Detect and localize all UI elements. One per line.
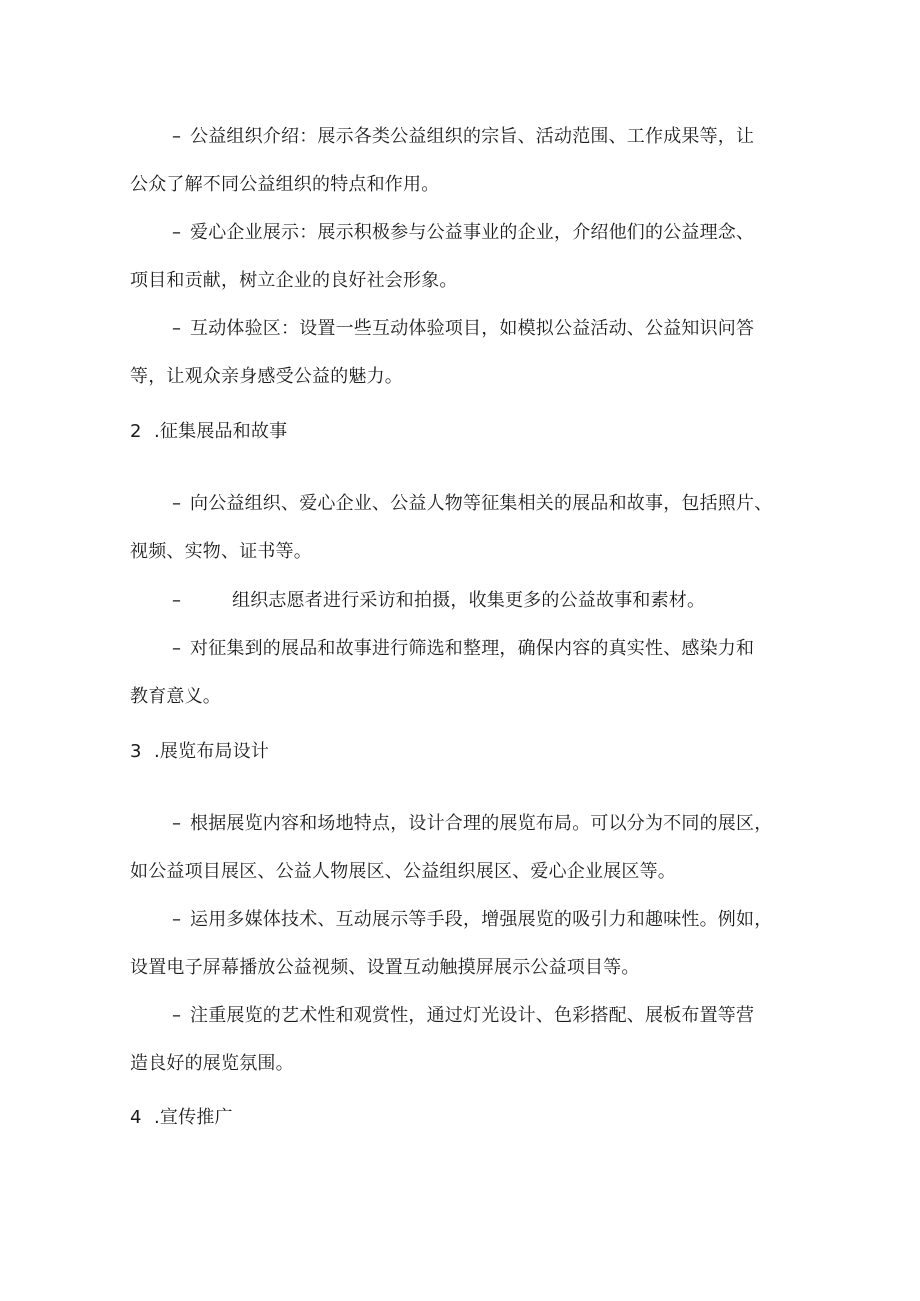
text: 项目和贡献，树立企业的良好社会形象。 [130,270,458,291]
section-number: 4 [130,1107,142,1128]
text: 运用多媒体技术、互动展示等手段，增强展览的吸引力和趣味性。例如， [190,909,773,930]
bullet-dash: – [172,318,182,339]
section-heading [130,420,287,444]
paragraph-line [172,589,705,613]
bullet-dash: – [172,493,182,514]
section-heading [130,740,269,764]
text: 注重展览的艺术性和观赏性，通过灯光设计、色彩搭配、展板布置等营 [190,1005,755,1026]
paragraph-line [172,812,772,836]
paragraph-line [172,125,754,149]
text: 如公益项目展区、公益人物展区、公益组织展区、爱心企业展区等。 [130,861,676,882]
paragraph-line [130,173,439,197]
paragraph-line [130,860,676,884]
text: 教育意义。 [130,686,221,707]
section-title: .征集展品和故事 [154,421,288,442]
text: 对征集到的展品和故事进行筛选和整理，确保内容的真实性、感染力和 [190,638,755,659]
section-number: 3 [130,741,142,762]
bullet-dash: – [172,590,182,611]
text: 设置电子屏幕播放公益视频、设置互动触摸屏展示公益项目等。 [130,957,640,978]
paragraph-line [130,540,312,564]
text: 向公益组织、爱心企业、公益人物等征集相关的展品和故事，包括照片、 [190,493,773,514]
paragraph-line [130,365,403,389]
text: 视频、实物、证书等。 [130,541,312,562]
paragraph-line [130,269,458,293]
text: 等，让观众亲身感受公益的魅力。 [130,366,403,387]
text: 公众了解不同公益组织的特点和作用。 [130,174,440,195]
text: 根据展览内容和场地特点，设计合理的展览布局。可以分为不同的展区， [190,813,773,834]
text: 爱心企业展示：展示积极参与公益事业的企业，介绍他们的公益理念、 [190,222,755,243]
paragraph-line [172,492,772,516]
paragraph-line [130,685,221,709]
text: 造良好的展览氛围。 [130,1053,294,1074]
paragraph-line [172,221,754,245]
text: 互动体验区：设置一些互动体验项目，如模拟公益活动、公益知识问答 [190,318,755,339]
section-title: .宣传推广 [154,1107,233,1128]
paragraph-line [130,1052,294,1076]
paragraph-line [172,908,772,932]
bullet-dash: – [172,638,182,659]
paragraph-line [172,317,754,341]
paragraph-line [130,956,640,980]
section-title: .展览布局设计 [154,741,270,762]
paragraph-line [172,637,754,661]
text: 公益组织介绍：展示各类公益组织的宗旨、活动范围、工作成果等，让 [190,126,755,147]
section-heading [130,1106,233,1130]
bullet-dash: – [172,126,182,147]
section-number: 2 [130,421,142,442]
bullet-dash: – [172,813,182,834]
paragraph-line [172,1004,754,1028]
bullet-dash: – [172,1005,182,1026]
bullet-dash: – [172,909,182,930]
bullet-dash: – [172,222,182,243]
text: 组织志愿者进行采访和拍摄，收集更多的公益故事和素材。 [232,590,706,611]
